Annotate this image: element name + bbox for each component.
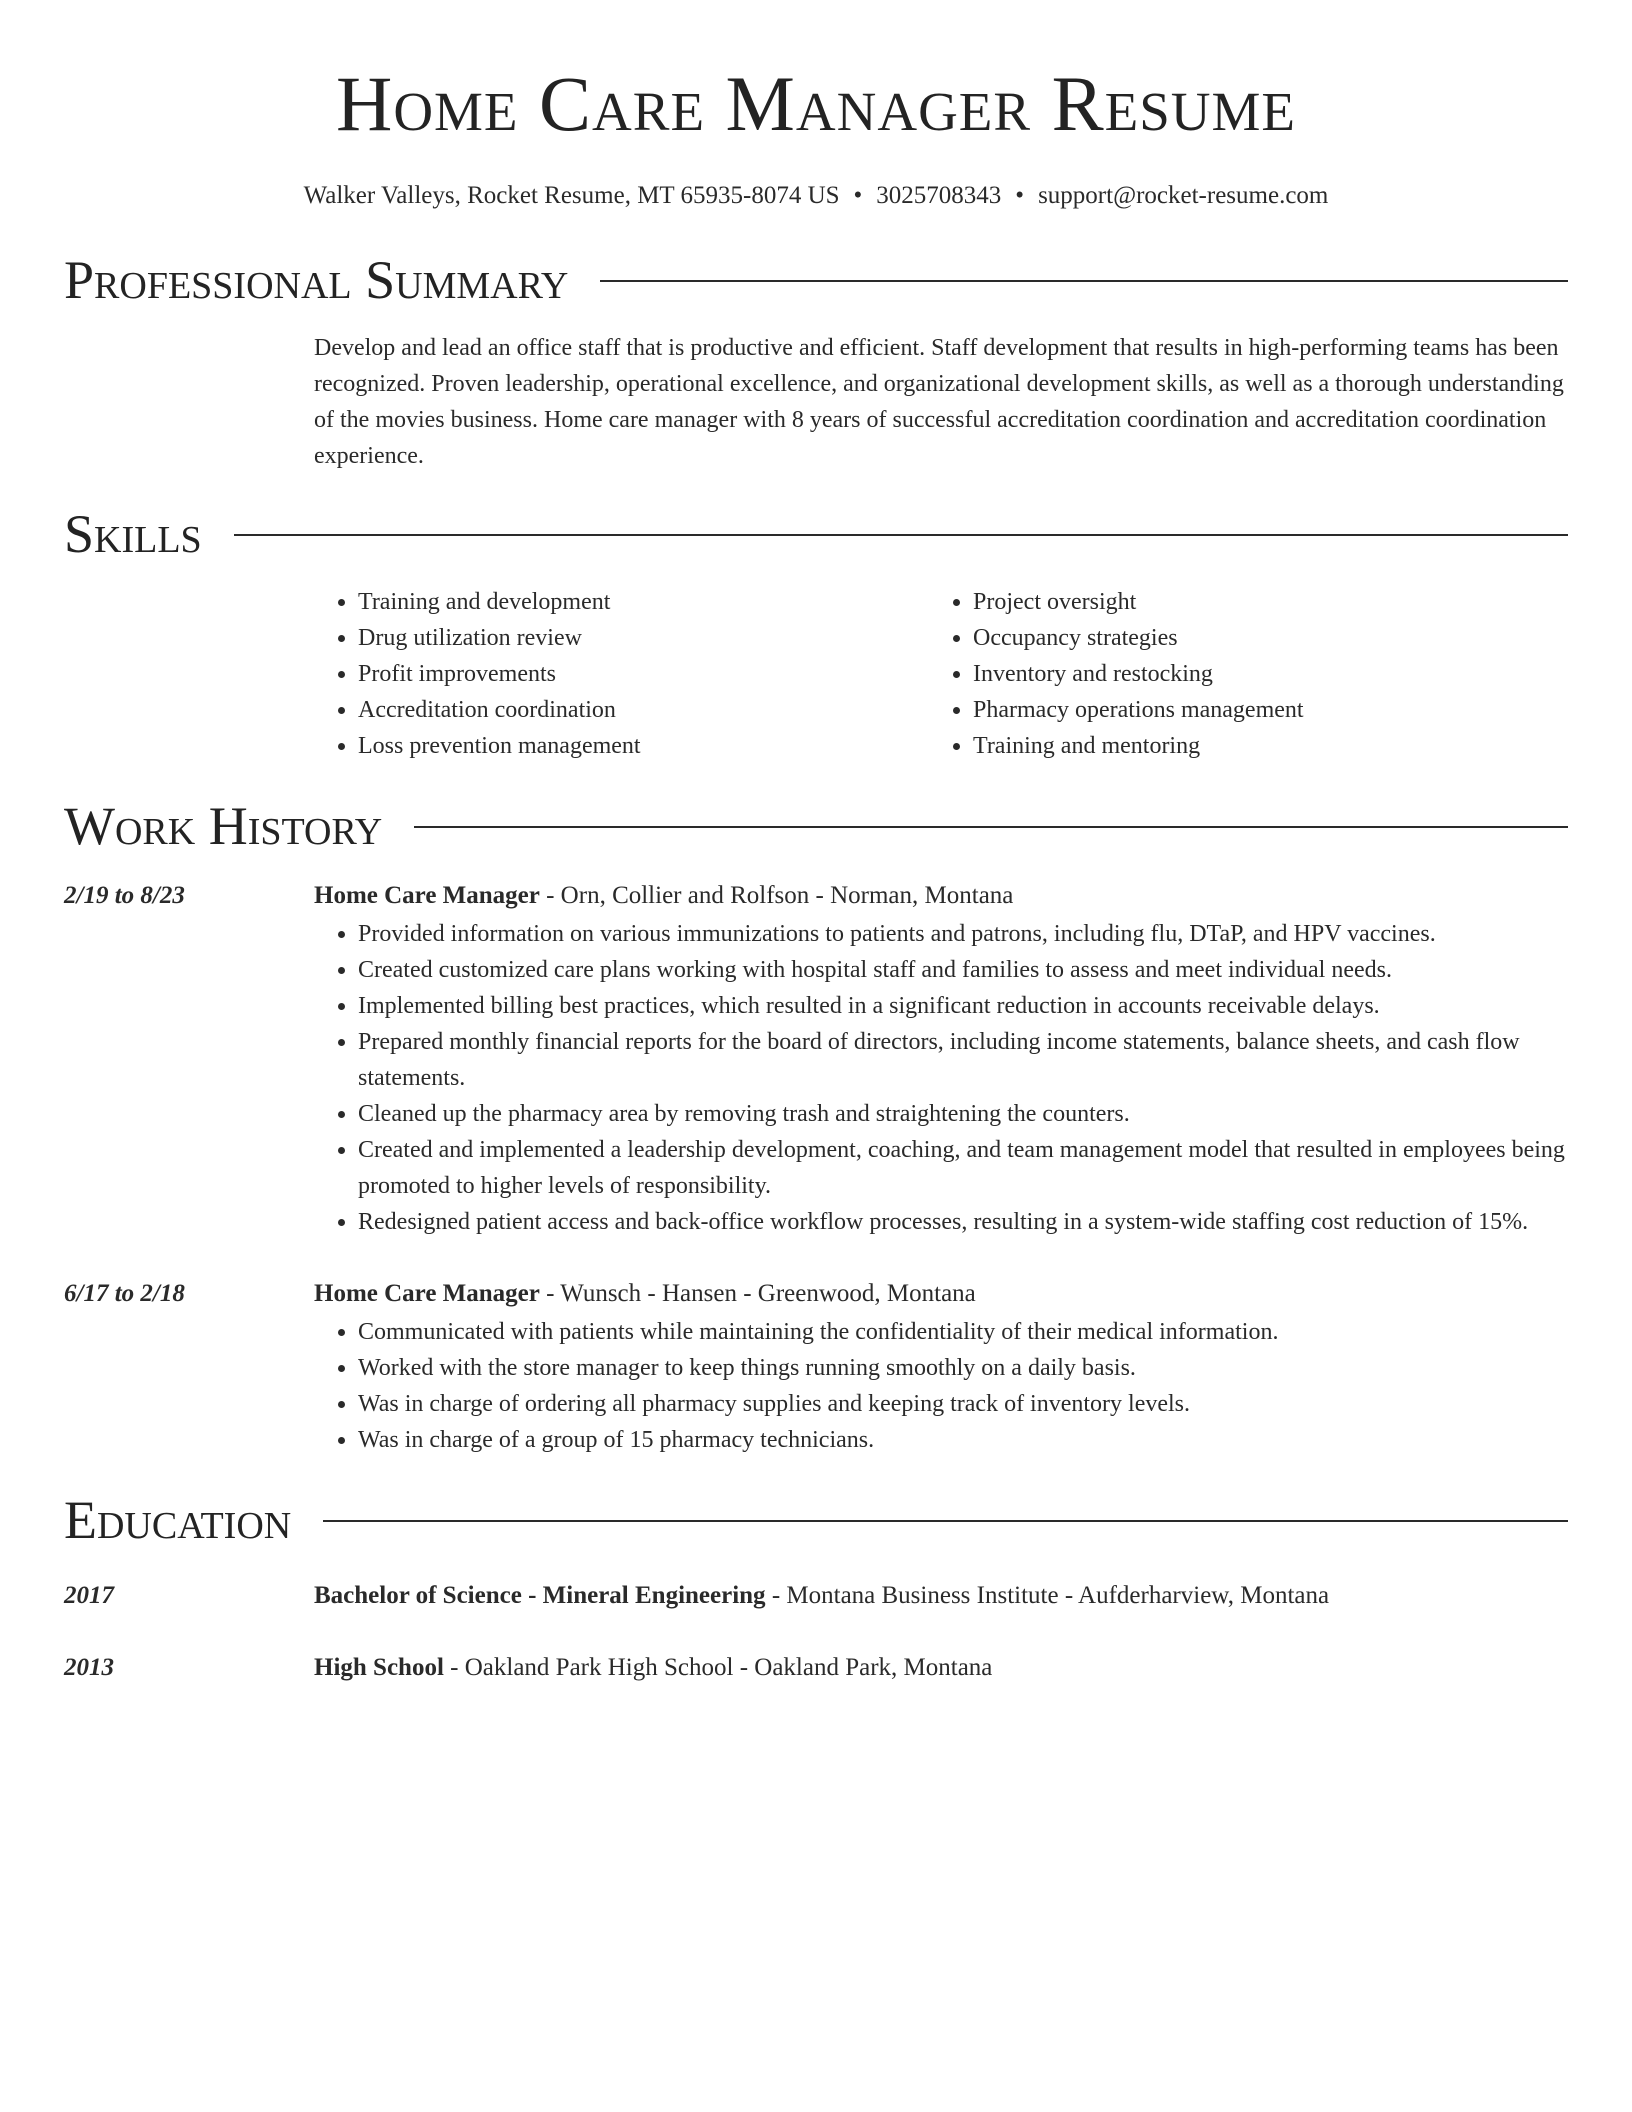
job-bullet: • Created customized care plans working with hospital staff and families to assess and meet individual needs. bbox=[358, 952, 1568, 988]
summary-section-header bbox=[64, 248, 1568, 312]
job-body bbox=[314, 876, 1568, 1240]
section-divider bbox=[414, 826, 1568, 828]
job-heading bbox=[314, 1274, 1568, 1314]
job-body bbox=[314, 1274, 1568, 1458]
education-year: 2013 bbox=[64, 1654, 114, 1681]
education-entry bbox=[64, 1648, 1568, 1688]
job-bullets bbox=[314, 916, 1568, 1240]
job-bullet: • Worked with the store manager to keep things running smoothly on a daily basis. bbox=[358, 1350, 1568, 1386]
summary-text: Develop and lead an office staff that is productive and efficient. Staff development that results in high-performing teams has been recognized. Proven leadership, operational excellence, and organizational development skills, as well as a thorough understanding of the movies business. Home care manager with 8 years of successful accreditation coordination and accreditation coordination experience. bbox=[314, 335, 1564, 469]
job-dates: 6/17 to 2/18 bbox=[64, 1280, 185, 1307]
resume-title: Home Care Manager Resume bbox=[335, 60, 1296, 147]
job-bullet: • Redesigned patient access and back-office workflow processes, resulting in a system-wide staffing cost reduction of 15%. bbox=[358, 1204, 1568, 1240]
education-school: - Oakland Park High School - Oakland Park, Montana bbox=[443, 1654, 993, 1681]
education-section-title: Education bbox=[64, 1490, 292, 1550]
contact-address: Walker Valleys, Rocket Resume, MT 65935-8074 US bbox=[303, 182, 840, 209]
skill-item: • Project oversight bbox=[973, 584, 1544, 620]
education-degree: Bachelor of Science - Mineral Engineering bbox=[314, 1582, 766, 1609]
job-heading bbox=[314, 876, 1568, 916]
skill-item: • Loss prevention management bbox=[358, 728, 929, 764]
job-employer: - Orn, Collier and Rolfson - Norman, Montana bbox=[539, 882, 1014, 909]
section-divider bbox=[323, 1520, 1568, 1522]
work-section-title: Work History bbox=[64, 796, 383, 856]
job-bullet: • Communicated with patients while maintaining the confidentiality of their medical information. bbox=[358, 1314, 1568, 1350]
skills-column-right bbox=[929, 584, 1544, 764]
job-bullet: • Cleaned up the pharmacy area by removing trash and straightening the counters. bbox=[358, 1096, 1568, 1132]
education-year: 2017 bbox=[64, 1582, 114, 1609]
skills-list bbox=[314, 584, 1568, 764]
job-entry bbox=[64, 876, 1568, 1240]
skill-item: • Training and development bbox=[358, 584, 929, 620]
contact-email: support@rocket-resume.com bbox=[1038, 182, 1329, 209]
skill-item: • Pharmacy operations management bbox=[973, 692, 1544, 728]
contact-phone: 3025708343 bbox=[876, 182, 1002, 209]
section-divider bbox=[600, 280, 1568, 282]
education-heading bbox=[314, 1576, 1568, 1616]
job-bullet: • Provided information on various immunizations to patients and patrons, including flu, DTaP, and HPV vaccines. bbox=[358, 916, 1568, 952]
contact-separator: • bbox=[1015, 182, 1025, 209]
education-section-header bbox=[64, 1488, 1568, 1552]
skill-item: • Drug utilization review bbox=[358, 620, 929, 656]
job-role: Home Care Manager bbox=[314, 1280, 540, 1307]
job-bullet: • Was in charge of a group of 15 pharmacy technicians. bbox=[358, 1422, 1568, 1458]
work-section-header bbox=[64, 794, 1568, 858]
education-school: - Montana Business Institute - Aufderharview, Montana bbox=[765, 1582, 1330, 1609]
job-bullet: • Implemented billing best practices, which resulted in a significant reduction in accounts receivable delays. bbox=[358, 988, 1568, 1024]
skills-column-left bbox=[314, 584, 929, 764]
skill-item: • Training and mentoring bbox=[973, 728, 1544, 764]
job-bullet: • Was in charge of ordering all pharmacy supplies and keeping track of inventory levels. bbox=[358, 1386, 1568, 1422]
contact-line bbox=[64, 182, 1568, 210]
education-heading bbox=[314, 1648, 1568, 1688]
job-employer: - Wunsch - Hansen - Greenwood, Montana bbox=[539, 1280, 976, 1307]
job-dates: 2/19 to 8/23 bbox=[64, 882, 185, 909]
job-bullet: • Created and implemented a leadership development, coaching, and team management model that resulted in employees being promoted to higher levels of responsibility. bbox=[358, 1132, 1568, 1204]
skills-section-header bbox=[64, 502, 1568, 566]
job-bullets bbox=[314, 1314, 1568, 1458]
education-entry bbox=[64, 1576, 1568, 1616]
skills-section-title: Skills bbox=[64, 504, 202, 564]
education-body bbox=[314, 1576, 1568, 1616]
summary-section-title: Professional Summary bbox=[64, 250, 569, 310]
job-role: Home Care Manager bbox=[314, 882, 540, 909]
skill-item: • Occupancy strategies bbox=[973, 620, 1544, 656]
education-body bbox=[314, 1648, 1568, 1688]
job-entry bbox=[64, 1274, 1568, 1458]
education-degree: High School bbox=[314, 1654, 444, 1681]
contact-separator: • bbox=[853, 182, 863, 209]
section-divider bbox=[234, 534, 1568, 536]
skill-item: • Inventory and restocking bbox=[973, 656, 1544, 692]
skill-item: • Profit improvements bbox=[358, 656, 929, 692]
job-bullet: • Prepared monthly financial reports for the board of directors, including income statements, balance sheets, and cash flow statements. bbox=[358, 1024, 1568, 1096]
skill-item: • Accreditation coordination bbox=[358, 692, 929, 728]
